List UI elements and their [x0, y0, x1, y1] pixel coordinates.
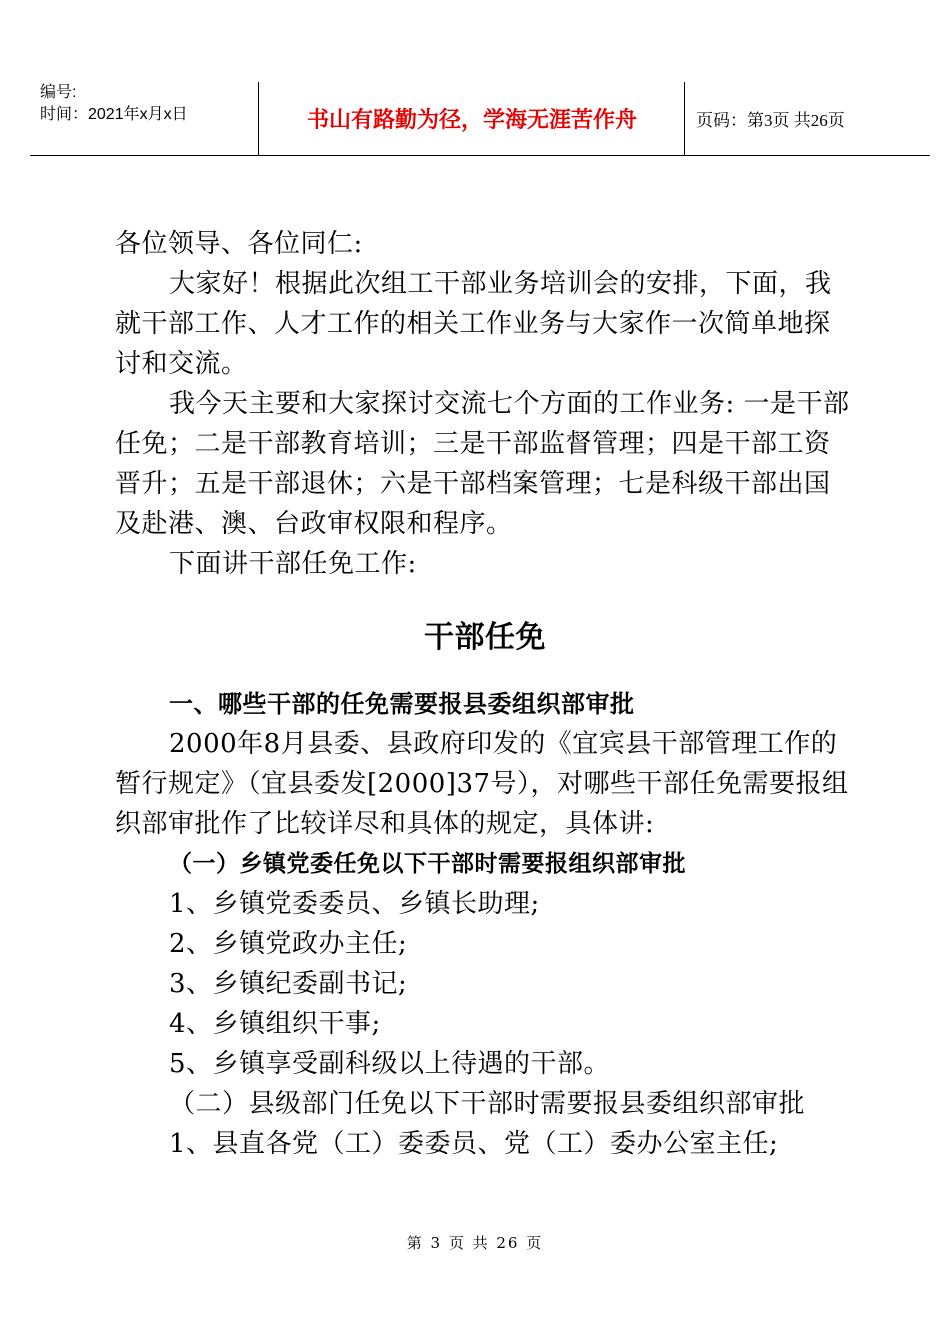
page-header	[30, 82, 930, 156]
list-item: 1、乡镇党委委员、乡镇长助理;	[169, 889, 540, 919]
list-item: 5、乡镇享受副科级以上待遇的干部。	[169, 1049, 611, 1079]
regulation-paragraph: 2000年8月县委、县政府印发的《宜宾县干部管理工作的暂行规定》（宜县委发[2000]37号），对哪些干部任免需要报组织部审批作了比较详尽和具体的规定，具体讲:	[115, 729, 849, 839]
topics-paragraph: 我今天主要和大家探讨交流七个方面的工作业务: 一是干部任免；二是干部教育培训；三是干部监督管理；四是干部工资晋升；五是干部退休；六是干部档案管理；七是科级干部出国及赴港、澳、台政审权限和程序。	[115, 389, 850, 539]
header-divider-left	[258, 82, 259, 156]
list-item: 1、县直各党（工）委委员、党（工）委办公室主任;	[169, 1129, 779, 1159]
header-page-label: 页码：第3页 共26页	[696, 111, 845, 130]
header-rule	[30, 155, 930, 156]
transition-paragraph: 下面讲干部任免工作:	[169, 549, 417, 579]
sub-heading-2: （二）县级部门任免以下干部时需要报县委组织部审批	[169, 1089, 806, 1119]
header-meta	[40, 82, 188, 126]
header-motto: 书山有路勤为径，学海无涯苦作舟	[306, 107, 637, 133]
salutation: 各位领导、各位同仁:	[115, 229, 363, 259]
list-item: 4、乡镇组织干事;	[169, 1009, 381, 1039]
intro-paragraph: 大家好！根据此次组工干部业务培训会的安排，下面，我就干部工作、人才工作的相关工作业务与大家作一次简单地探讨和交流。	[115, 269, 832, 379]
section-title: 干部任免	[424, 620, 546, 655]
list-item: 2、乡镇党政办主任;	[169, 929, 408, 959]
list-item: 3、乡镇纪委副书记;	[169, 969, 408, 999]
number-label: 编号:	[40, 84, 77, 101]
sub-heading-1: （一）乡镇党委任免以下干部时需要报组织部审批	[169, 851, 686, 877]
document-body	[115, 224, 855, 1164]
header-divider-right	[684, 82, 685, 156]
time-label: 时间：2021年x月x日	[40, 106, 188, 123]
heading-1: 一、哪些干部的任免需要报县委组织部审批	[169, 690, 635, 718]
page-footer: 第 3 页 共 26 页	[406, 1234, 544, 1252]
